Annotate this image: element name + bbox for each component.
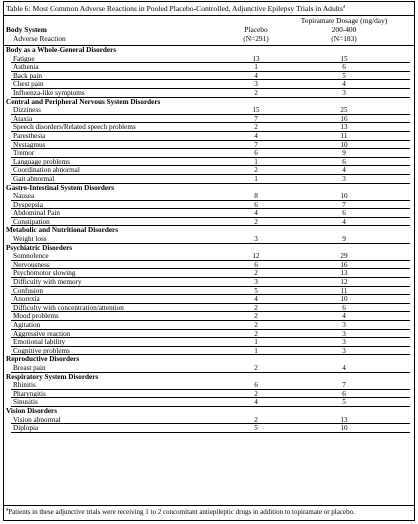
topiramate-value: 5 — [342, 398, 346, 407]
table-row — [4, 278, 414, 287]
category-label: Vision Disorders — [6, 406, 58, 415]
reaction-label: Vision abnormal — [13, 415, 61, 424]
placebo-value: 5 — [254, 424, 258, 433]
placebo-value: 1 — [254, 346, 258, 355]
footnote-marker: a — [6, 507, 9, 513]
table-header — [4, 16, 414, 45]
header-adverse-reaction: Adverse Reaction — [13, 34, 66, 43]
placebo-value: 2 — [254, 321, 258, 329]
row-underline — [11, 432, 410, 433]
placebo-value: 4 — [254, 71, 258, 80]
table-row — [4, 252, 414, 261]
topiramate-value: 6 — [342, 303, 346, 312]
placebo-value: 2 — [254, 329, 258, 338]
topiramate-value: 4 — [342, 312, 346, 321]
reaction-label: Psychomotor slowing — [13, 269, 76, 278]
category-label: Psychiatric Disorders — [6, 243, 73, 252]
topiramate-value: 6 — [342, 389, 346, 398]
table-row — [4, 295, 414, 304]
category-label: Gastro-Intestinal System Disorders — [6, 183, 115, 192]
category-label: Metabolic and Nutritional Disorders — [6, 226, 118, 235]
table-row — [4, 381, 414, 390]
reaction-label: Weight loss — [13, 235, 47, 244]
table-row — [4, 149, 414, 158]
placebo-value: 6 — [254, 200, 258, 209]
reaction-label: Paresthesia — [13, 131, 46, 140]
placebo-value: 15 — [252, 106, 260, 115]
table-row — [4, 321, 414, 330]
reaction-label: Mood problems — [13, 312, 59, 321]
topiramate-value: 12 — [340, 278, 348, 287]
category-row — [4, 226, 414, 235]
topiramate-value: 15 — [340, 54, 348, 63]
table-row — [4, 63, 414, 72]
category-label: Respiratory System Disorders — [6, 372, 99, 381]
reaction-label: Back pain — [13, 71, 42, 80]
placebo-value: 2 — [254, 312, 258, 321]
table-row — [4, 175, 414, 184]
table-row — [4, 89, 414, 98]
placebo-value: 1 — [254, 157, 258, 166]
topiramate-value: 13 — [340, 123, 348, 132]
placebo-value: 6 — [254, 381, 258, 390]
category-label: Reproductive Disorders — [6, 355, 80, 364]
topiramate-value: 6 — [342, 157, 346, 166]
table-row — [4, 261, 414, 270]
table-row — [4, 123, 414, 132]
placebo-value: 4 — [254, 209, 258, 218]
header-topiramate-n: (N=183) — [331, 34, 357, 43]
placebo-value: 2 — [254, 123, 258, 132]
topiramate-value: 13 — [340, 415, 348, 424]
reaction-label: Ataxia — [13, 114, 33, 123]
reaction-label: Fatigue — [13, 54, 35, 63]
reaction-label: Abdominal Pain — [13, 209, 60, 218]
placebo-value: 2 — [254, 166, 258, 175]
table-row — [4, 141, 414, 150]
placebo-value: 4 — [254, 131, 258, 140]
reaction-label: Nausea — [13, 192, 35, 201]
placebo-value: 7 — [254, 140, 258, 149]
category-label: Body as a Whole-General Disorders — [6, 46, 117, 54]
category-row — [4, 407, 414, 416]
header-placebo: Placebo — [244, 25, 268, 34]
table-row — [4, 201, 414, 210]
table-row — [4, 158, 414, 167]
category-label: Central and Peripheral Nervous System Disorders — [6, 97, 161, 106]
topiramate-value: 11 — [340, 131, 348, 140]
topiramate-value: 16 — [340, 114, 348, 123]
placebo-value: 1 — [254, 63, 258, 72]
table-title-text: Table 6: Most Common Adverse Reactions in Pooled Placebo-Controlled, Adjunctive Epilepsy Trials in Adults — [6, 4, 343, 13]
table-row — [4, 209, 414, 218]
header-topiramate-range: 200-400 — [331, 25, 357, 34]
reaction-label: Influenza-like symptoms — [13, 88, 85, 97]
reaction-label: Dizziness — [13, 106, 41, 115]
table-row — [4, 235, 414, 244]
title-footnote-marker: a — [342, 4, 346, 10]
placebo-value: 1 — [254, 174, 258, 183]
placebo-value: 4 — [254, 398, 258, 407]
topiramate-value: 9 — [342, 235, 346, 244]
footnote-text: Patients in these adjunctive trials were receiving 1 to 2 concomitant antiepileptic drugs in addition to topiramate or placebo. — [8, 508, 355, 516]
placebo-value: 2 — [254, 88, 258, 97]
table-row — [4, 364, 414, 373]
reaction-label: Anorexia — [13, 295, 40, 304]
reaction-label: Confusion — [13, 286, 43, 295]
topiramate-value: 11 — [340, 286, 348, 295]
reaction-label: Emotional lability — [13, 338, 66, 347]
placebo-value: 2 — [254, 269, 258, 278]
category-row — [4, 355, 414, 364]
header-body-system: Body System — [6, 25, 47, 34]
table-body — [4, 46, 414, 433]
footer-divider — [4, 505, 414, 506]
table-row — [4, 390, 414, 399]
placebo-value: 1 — [254, 338, 258, 347]
placebo-value: 12 — [252, 252, 260, 261]
topiramate-value: 4 — [342, 80, 346, 89]
topiramate-value: 25 — [340, 106, 348, 115]
topiramate-value: 3 — [342, 88, 346, 97]
placebo-value: 3 — [254, 235, 258, 244]
topiramate-value: 5 — [342, 71, 346, 80]
reaction-label: Difficulty with memory — [13, 278, 82, 287]
table-row — [4, 106, 414, 115]
topiramate-value: 7 — [342, 381, 346, 390]
table-row — [4, 304, 414, 313]
reaction-label: Somnolence — [13, 252, 49, 261]
table-row — [4, 132, 414, 141]
reaction-label: Language problems — [13, 157, 70, 166]
reaction-label: Cognitive problems — [13, 346, 70, 355]
category-row — [4, 46, 414, 55]
reaction-label: Constipation — [13, 217, 50, 226]
reaction-label: Nervousness — [13, 260, 50, 269]
table-footnote — [6, 507, 412, 517]
placebo-value: 3 — [254, 278, 258, 287]
topiramate-value: 6 — [342, 209, 346, 218]
topiramate-value: 29 — [340, 252, 348, 261]
reaction-label: Nystagmus — [13, 140, 46, 149]
placebo-value: 13 — [252, 54, 260, 63]
table-row — [4, 80, 414, 89]
reaction-label: Diplopia — [13, 424, 39, 433]
topiramate-value: 3 — [342, 346, 346, 355]
reaction-label: Asthenia — [13, 63, 39, 72]
table-row — [4, 330, 414, 339]
topiramate-value: 4 — [342, 363, 346, 372]
reaction-label: Tremor — [13, 149, 35, 158]
placebo-value: 2 — [254, 363, 258, 372]
category-row — [4, 244, 414, 253]
placebo-value: 5 — [254, 286, 258, 295]
header-topiramate-dosage: Topiramate Dosage (mg/day) — [300, 16, 388, 25]
topiramate-value: 13 — [340, 269, 348, 278]
topiramate-value: 7 — [342, 200, 346, 209]
category-row — [4, 373, 414, 382]
topiramate-value: 9 — [342, 149, 346, 158]
topiramate-value: 4 — [342, 217, 346, 226]
reaction-label: Breast pain — [13, 363, 46, 372]
table-row — [4, 166, 414, 175]
topiramate-value: 10 — [340, 192, 348, 201]
placebo-value: 4 — [254, 295, 258, 304]
reaction-label: Aggressive reaction — [13, 329, 71, 338]
topiramate-value: 16 — [340, 260, 348, 269]
reaction-label: Dyspepsia — [13, 200, 43, 209]
topiramate-value: 6 — [342, 63, 346, 72]
reaction-label: Chest pain — [13, 80, 44, 89]
table-row — [4, 398, 414, 407]
reaction-label: Pharyngitis — [13, 389, 46, 398]
table-row — [4, 192, 414, 201]
placebo-value: 6 — [254, 260, 258, 269]
table-row — [4, 269, 414, 278]
header-placebo-n: (N=291) — [243, 34, 269, 43]
topiramate-value: 10 — [340, 424, 348, 433]
topiramate-value: 4 — [342, 166, 346, 175]
table-title — [6, 3, 412, 15]
placebo-value: 8 — [254, 192, 258, 201]
topiramate-value: 3 — [342, 329, 346, 338]
reaction-label: Difficulty with concentration/attention — [13, 303, 124, 312]
category-row — [4, 98, 414, 107]
category-row — [4, 184, 414, 193]
reaction-label: Sinusitis — [13, 398, 38, 407]
table-row — [4, 424, 414, 433]
table-row — [4, 55, 414, 64]
reaction-label: Rhinitis — [13, 381, 36, 390]
topiramate-value: 10 — [340, 140, 348, 149]
table-row — [4, 218, 414, 227]
topiramate-value: 3 — [342, 174, 346, 183]
table-row — [4, 338, 414, 347]
placebo-value: 6 — [254, 149, 258, 158]
table-row — [4, 416, 414, 425]
placebo-value: 2 — [254, 389, 258, 398]
reaction-label: Agitation — [13, 321, 41, 329]
reaction-label: Coordination abnormal — [13, 166, 80, 175]
table-row — [4, 347, 414, 356]
topiramate-value: 3 — [342, 338, 346, 347]
placebo-value: 2 — [254, 303, 258, 312]
reaction-label: Gait abnormal — [13, 174, 55, 183]
topiramate-value: 3 — [342, 321, 346, 329]
placebo-value: 7 — [254, 114, 258, 123]
placebo-value: 2 — [254, 415, 258, 424]
placebo-value: 2 — [254, 217, 258, 226]
adverse-reactions-table — [3, 1, 415, 521]
topiramate-value: 10 — [340, 295, 348, 304]
placebo-value: 3 — [254, 80, 258, 89]
table-row — [4, 115, 414, 124]
table-row — [4, 287, 414, 296]
table-row — [4, 72, 414, 81]
table-row — [4, 312, 414, 321]
reaction-label: Speech disorders/Related speech problems — [13, 123, 136, 132]
